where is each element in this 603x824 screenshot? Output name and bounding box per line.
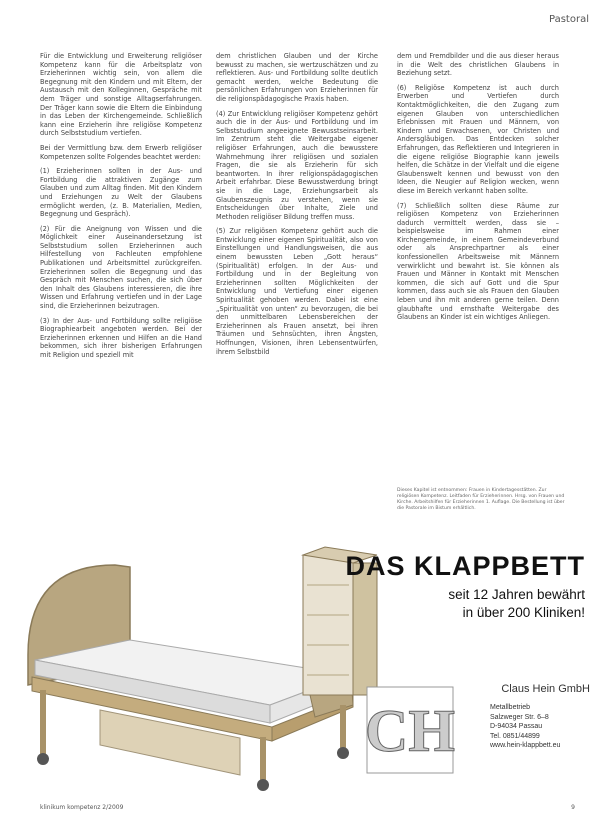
ad-subline: seit 12 Jahren bewährt — [448, 587, 585, 602]
article-column-3 — [397, 52, 559, 328]
footnote: Dieses Kapitel ist entnommen: Frauen in Kindertagesstätten. Zur religiösen Kompetenz. Leitfaden für Erzieherinnen. Hrsg. von Frauen und Kirche. Arbeitshilfen für Erzieherinnen 1. Auflage. Die Bestellung ist über die Pastorale im Bistum erhältlich. — [397, 488, 565, 511]
paragraph: (7) Schließlich sollten diese Räume zur religiösen Kompetenz von Erzieherinnen dadurch vermittelt werden, dass sie – beispielsweise im Rahmen einer Kirchengemeinde, in einem Gemeindeverbund oder als Ansprechpartner als einer konfessionellen Arbeitsweise mit Männern verwirklicht und bewahrt ist. Sie können als Frauen und Männer in Kontakt mit Menschen kommen, die sich auf Gott und die Spur kommen, dass auch sie als Frauen den Glauben leben und ihn mit anderen gerne teilen. Denn glaubhafte und ernsthafte Weitergabe des Glaubens an Kinder ist ein wichtiges Anliegen. — [397, 201, 559, 322]
paragraph: dem christlichen Glauben und der Kirche bewusst zu machen, sie wertzuschätzen und zu reflektieren. Aus- und Fortbildung sollte deutlich gemacht werden, welche Bedeutung die persönlichen Erfahrungen von Erzieherinnen für die religionspädagogische Praxis haben. — [216, 52, 378, 103]
ad-subline: in über 200 Kliniken! — [462, 605, 585, 620]
company-website-link[interactable]: www.hein-klappbett.eu — [490, 742, 561, 749]
article-column-1 — [40, 52, 202, 366]
page-number: 9 — [571, 804, 575, 811]
advertisement[interactable] — [20, 545, 595, 800]
paragraph: (3) In der Aus- und Fortbildung sollte religiöse Biographiearbeit angeboten werden. Bei der Erzieherinnen erkennen und Hilfen an die Hand bekommen, sich ihrer bisherigen Erfahrungen mit Religion und speziell mit — [40, 316, 202, 359]
section-label: Pastoral — [549, 14, 589, 25]
company-name: Claus Hein GmbH — [501, 683, 590, 695]
paragraph: (2) Für die Aneignung von Wissen und die Möglichkeit einer Auseinandersetzung ist Selbststudium sollen Erzieherinnen auch Hilfestellung von Fachleuten empfohlene Publikationen und Arbeitsmittel zurückgreifen. Erzieherinnen sollen die Begegnung und das Gespräch mit Menschen suchen, die sich über den Inhalt des Glaubens interessieren, die ihre Wissen und Erfahrung vertiefen und in der Lage sind, die Erzieherinnen beizutragen. — [40, 224, 202, 311]
paragraph: Für die Entwicklung und Erweiterung religiöser Kompetenz kann für die Arbeitsplatz von Erzieherinnen wichtig sein, von allem die Begegnung mit den Kindern und mit Eltern, der Austausch mit den Kolleginnen, Gespräche mit dem Träger und sonstige Alltagserfahrungen. Der Träger kann sowie die Eltern die Einbindung in das Leben der Kirchengemeinde. Schließlich kann eine Erzieherin ihre religiöse Kompetenz durch Selbststudium vertiefen. — [40, 52, 202, 138]
company-logo — [365, 685, 455, 775]
company-line: Metallbetrieb — [490, 704, 531, 711]
footer-publication: klinikum kompetenz 2/2009 — [40, 804, 124, 811]
paragraph: (6) Religiöse Kompetenz ist auch durch Erwerben und Vertiefen durch Kontaktmöglichkeiten, die den Zugang zum eigenen Glauben von unterschiedlichen Erlebnissen mit Frauen und Männern, von Kindern und Erwachsenen, vor Christen und Andersgläubigen. Das Entdecken solcher Erfahrungen, das Reflektieren und Integrieren in die eigene religiöse Biographie kann jeweils helfen, die Schätze in der Vielfalt und die eigene Glaubenswelt kennen und bewusst von den Ideen, die Neugier auf Religion wecken, wenn diese im Bereich verkannt haben sollte. — [397, 83, 559, 195]
company-phone: Tel. 0851/44899 — [490, 732, 540, 740]
company-line: Salzweger Str. 6–8 — [490, 713, 549, 721]
paragraph: (1) Erzieherinnen sollten in der Aus- und Fortbildung die attraktiven Zugänge zum Glauben und zum Alltag finden. Mit den Kindern und Erziehungen zu Welt der Glaubens ermöglicht werden, (z. B. Materialien, Medien, Begegnung und Gespräch). — [40, 167, 202, 219]
paragraph: (4) Zur Entwicklung religiöser Kompetenz gehört auch die in der Aus- und Fortbildung und im Selbststudium angeeignete Bewusstseinsarbeit. Im Zentrum steht die Weitergabe eigener religiöser Erfahrungen, auch die bewusstere Wahrnehmung ihrer religiösen und sozialen Fragen, die sie als Erzieherin für sich beantworten. In ihrer religionspädagogischen Arbeit erfahrbar. Diese Bewusstwerdung bringt sie in die Lage, Erziehungsarbeit als Glaubenszeugnis zu verstehen, wenn sie Entscheidungen über Inhalte, Ziele und Methoden religiöser Bildung treffen muss. — [216, 109, 378, 221]
paragraph: dem und Fremdbilder und die aus dieser heraus in die Welt des christlichen Glaubens in Beziehung setzt. — [397, 52, 559, 78]
ad-headline: DAS KLAPPBETT — [345, 551, 585, 581]
logo-letters: CH — [365, 698, 455, 764]
paragraph: Bei der Vermittlung bzw. dem Erwerb religiöser Kompetenzen sollte Folgendes beachtet werden: — [40, 143, 202, 161]
company-info — [460, 683, 590, 751]
article-column-2 — [216, 52, 378, 362]
company-line: D-94034 Passau — [490, 723, 543, 730]
paragraph: (5) Zur religiösen Kompetenz gehört auch die Entwicklung einer eigenen Spiritualität, also von Einstellungen und Handlungsweisen, die aus einem bewussten Leben „Gott heraus“ (Spiritualität) erfolgen. In der Aus- und Fortbildung und in der Begleitung von Erzieherinnen sollten Möglichkeiten der Entwicklung und Vertiefung einer eigenen Spiritualität gehoben werden. Dabei ist eine „Spiritualität von unten“ zu bevorzugen, die bei den unmittelbaren Lebensbereichen der Erzieherinnen als Frauen ansetzt, bei ihren Träumen und Sehnsüchten, ihren Ängsten, Hoffnungen, Visionen, ihren Lebensentwürfen, ihrem Selbstbild — [216, 227, 378, 356]
